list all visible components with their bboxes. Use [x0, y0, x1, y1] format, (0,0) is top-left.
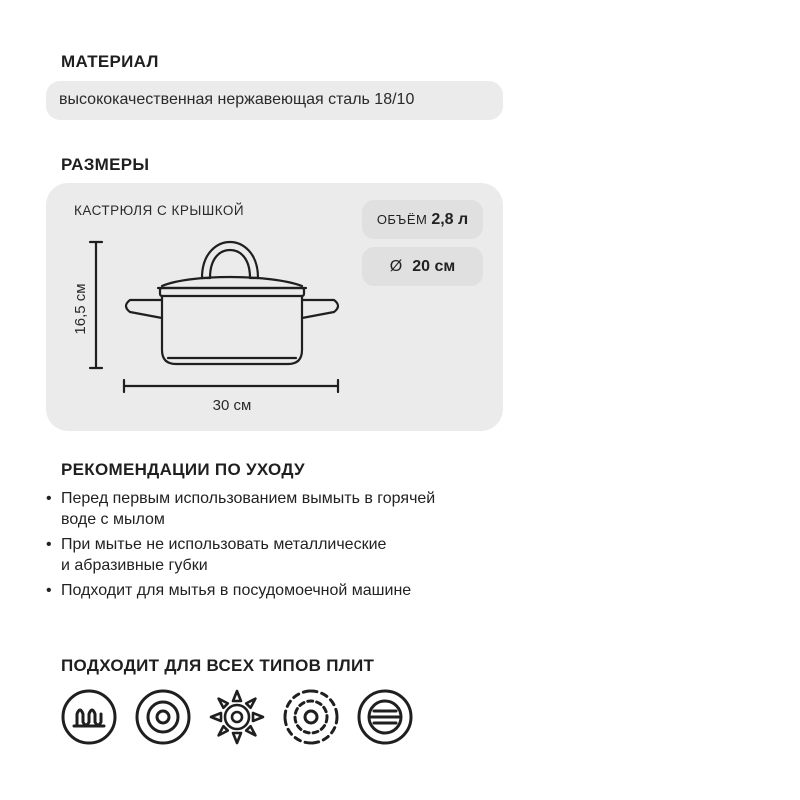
pot-diagram	[80, 230, 360, 400]
care-item-line: Перед первым использованием вымыть в горячей	[61, 490, 436, 507]
pot-handle-left	[126, 300, 162, 318]
pot-body	[162, 296, 302, 364]
diameter-badge	[362, 247, 483, 286]
care-item	[44, 534, 514, 576]
care-heading: РЕКОМЕНДАЦИИ ПО УХОДУ	[61, 460, 305, 479]
pot-lid	[162, 277, 302, 286]
bullet: •	[46, 582, 52, 599]
material-heading: МАТЕРИАЛ	[61, 52, 159, 71]
stoves-heading: ПОДХОДИТ ДЛЯ ВСЕХ ТИПОВ ПЛИТ	[61, 656, 375, 675]
care-item-line: При мытье не использовать металлические	[61, 536, 387, 553]
care-item-line: воде с мылом	[61, 511, 165, 528]
gas-icon	[208, 688, 266, 746]
diameter-symbol: Ø	[389, 257, 403, 275]
care-item-line: и абразивные губки	[61, 557, 208, 574]
height-label: 16,5 см	[72, 283, 89, 335]
product-name: КАСТРЮЛЯ С КРЫШКОЙ	[74, 203, 245, 218]
induction-icon	[60, 688, 118, 746]
volume-value: 2,8 л	[431, 210, 469, 228]
care-list	[44, 488, 514, 605]
bullet: •	[46, 490, 52, 507]
care-item	[44, 488, 514, 530]
material-value: высококачественная нержавеющая сталь 18/10	[59, 91, 415, 108]
electric-icon	[134, 688, 192, 746]
diameter-value: 20 см	[412, 257, 456, 275]
bullet: •	[46, 536, 52, 553]
dimensions-heading: РАЗМЕРЫ	[61, 155, 150, 174]
halogen-icon	[356, 688, 414, 746]
volume-label: ОБЪЁМ	[376, 212, 428, 227]
care-item	[44, 580, 514, 601]
glass-ceramic-icon	[282, 688, 340, 746]
care-item-line: Подходит для мытья в посудомоечной машине	[61, 582, 412, 599]
pot-handle-right	[302, 300, 338, 318]
volume-badge	[362, 200, 483, 239]
width-label: 30 см	[212, 397, 252, 414]
